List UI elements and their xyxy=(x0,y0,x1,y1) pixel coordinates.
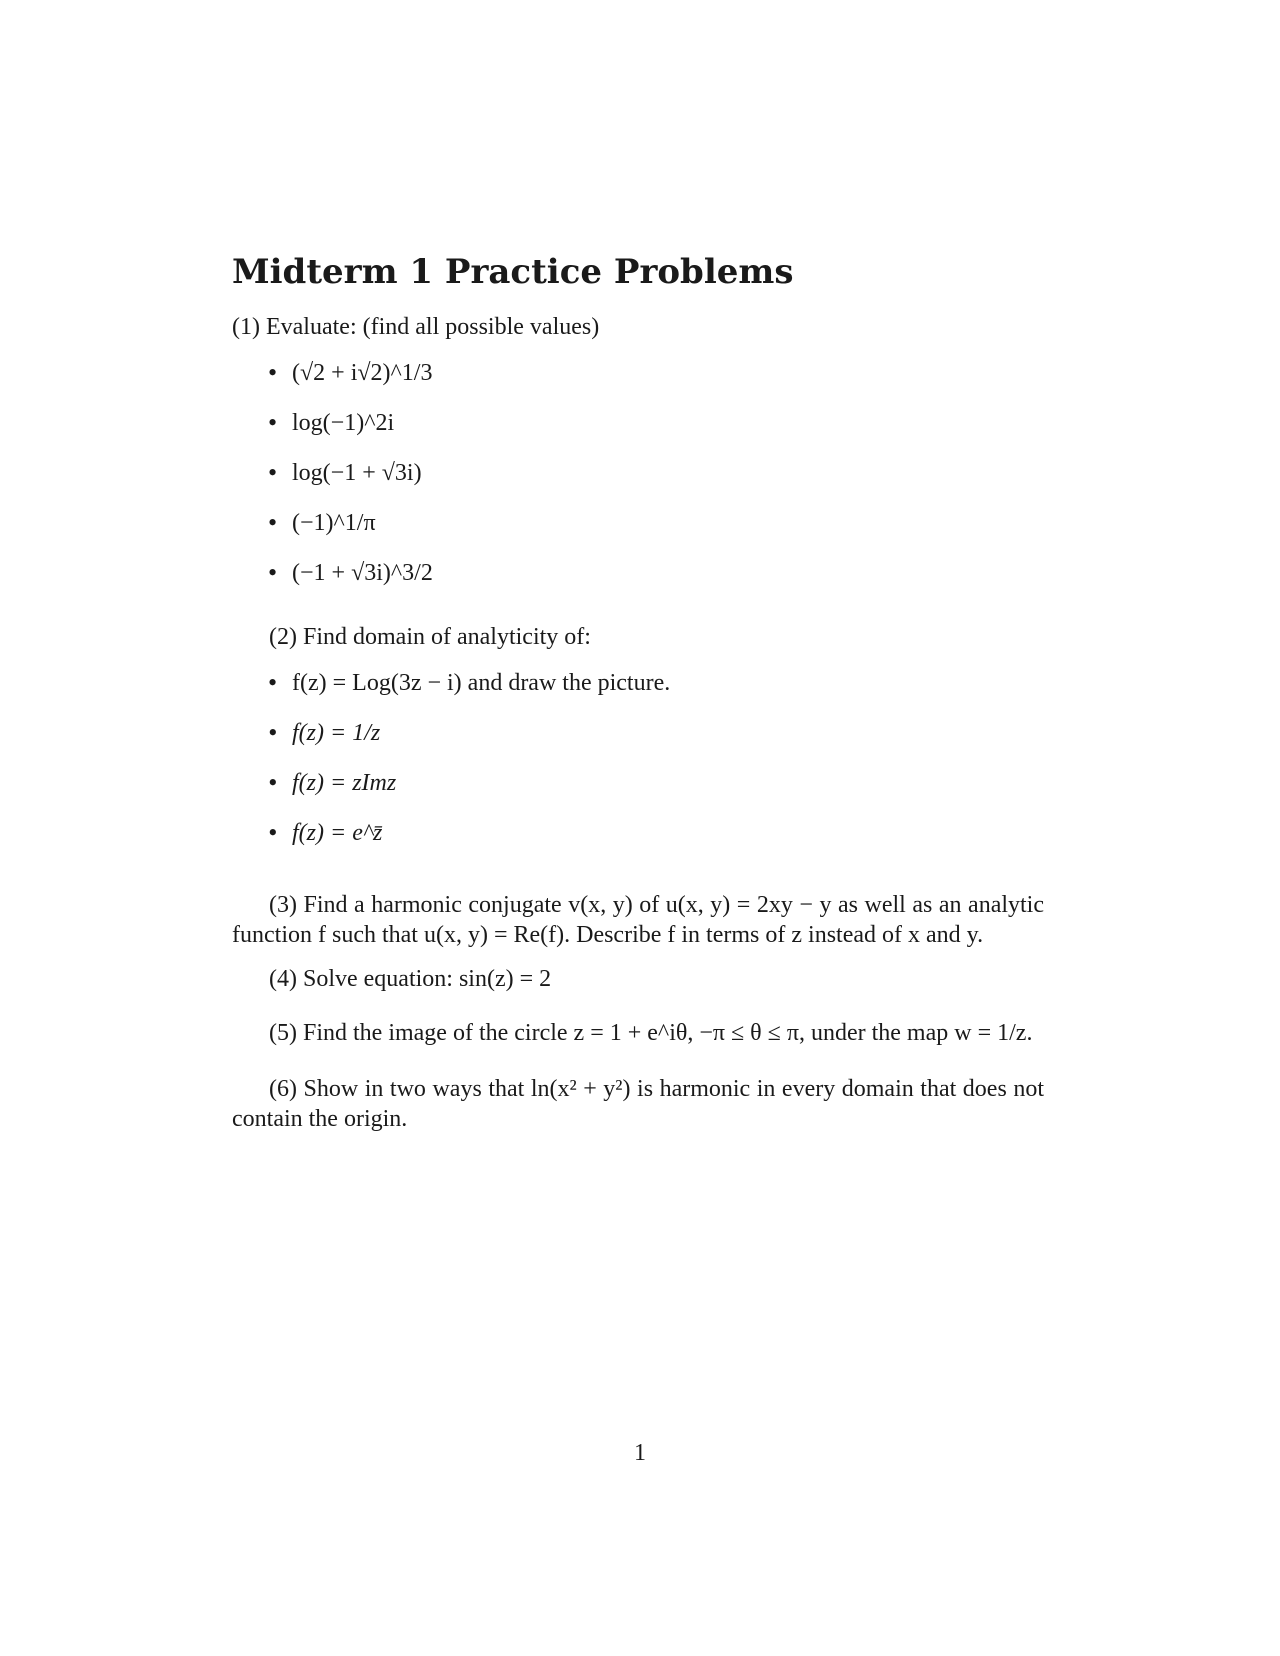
problem-6: (6) Show in two ways that ln(x² + y²) is harmonic in every domain that does not contain the origin. xyxy=(232,1076,1044,1132)
list-item: • f(z) = 1/z xyxy=(268,718,1044,748)
list-item: • (−1)^1/π xyxy=(268,508,1044,538)
problem-1-intro: (1) Evaluate: (find all possible values) xyxy=(232,314,600,340)
list-item: • log(−1 + √3i) xyxy=(268,458,1044,488)
list-item: • (−1 + √3i)^3/2 xyxy=(268,558,1044,588)
list-item: • f(z) = zImz xyxy=(268,768,1044,798)
list-item: • f(z) = e^z̄ xyxy=(268,818,1044,848)
list-item: • f(z) = Log(3z − i) and draw the picture. xyxy=(268,668,1044,698)
problem-5: (5) Find the image of the circle z = 1 + e^iθ, −π ≤ θ ≤ π, under the map w = 1/z. xyxy=(269,1020,1033,1046)
page-title: Midterm 1 Practice Problems xyxy=(232,252,794,292)
list-item: • (√2 + i√2)^1/3 xyxy=(268,358,1044,388)
list-item: • log(−1)^2i xyxy=(268,408,1044,438)
problem-3: (3) Find a harmonic conjugate v(x, y) of u(x, y) = 2xy − y as well as an analytic function f such that u(x, y) = Re(f). Describe f in terms of z instead of x and y. xyxy=(232,892,1044,948)
problem-1-list xyxy=(232,358,1044,588)
page-number: 1 xyxy=(634,1440,646,1466)
problem-2-list xyxy=(232,668,1044,848)
problem-4: (4) Solve equation: sin(z) = 2 xyxy=(269,966,552,992)
document-page xyxy=(232,250,1044,1134)
problem-2-intro: (2) Find domain of analyticity of: xyxy=(269,624,591,650)
